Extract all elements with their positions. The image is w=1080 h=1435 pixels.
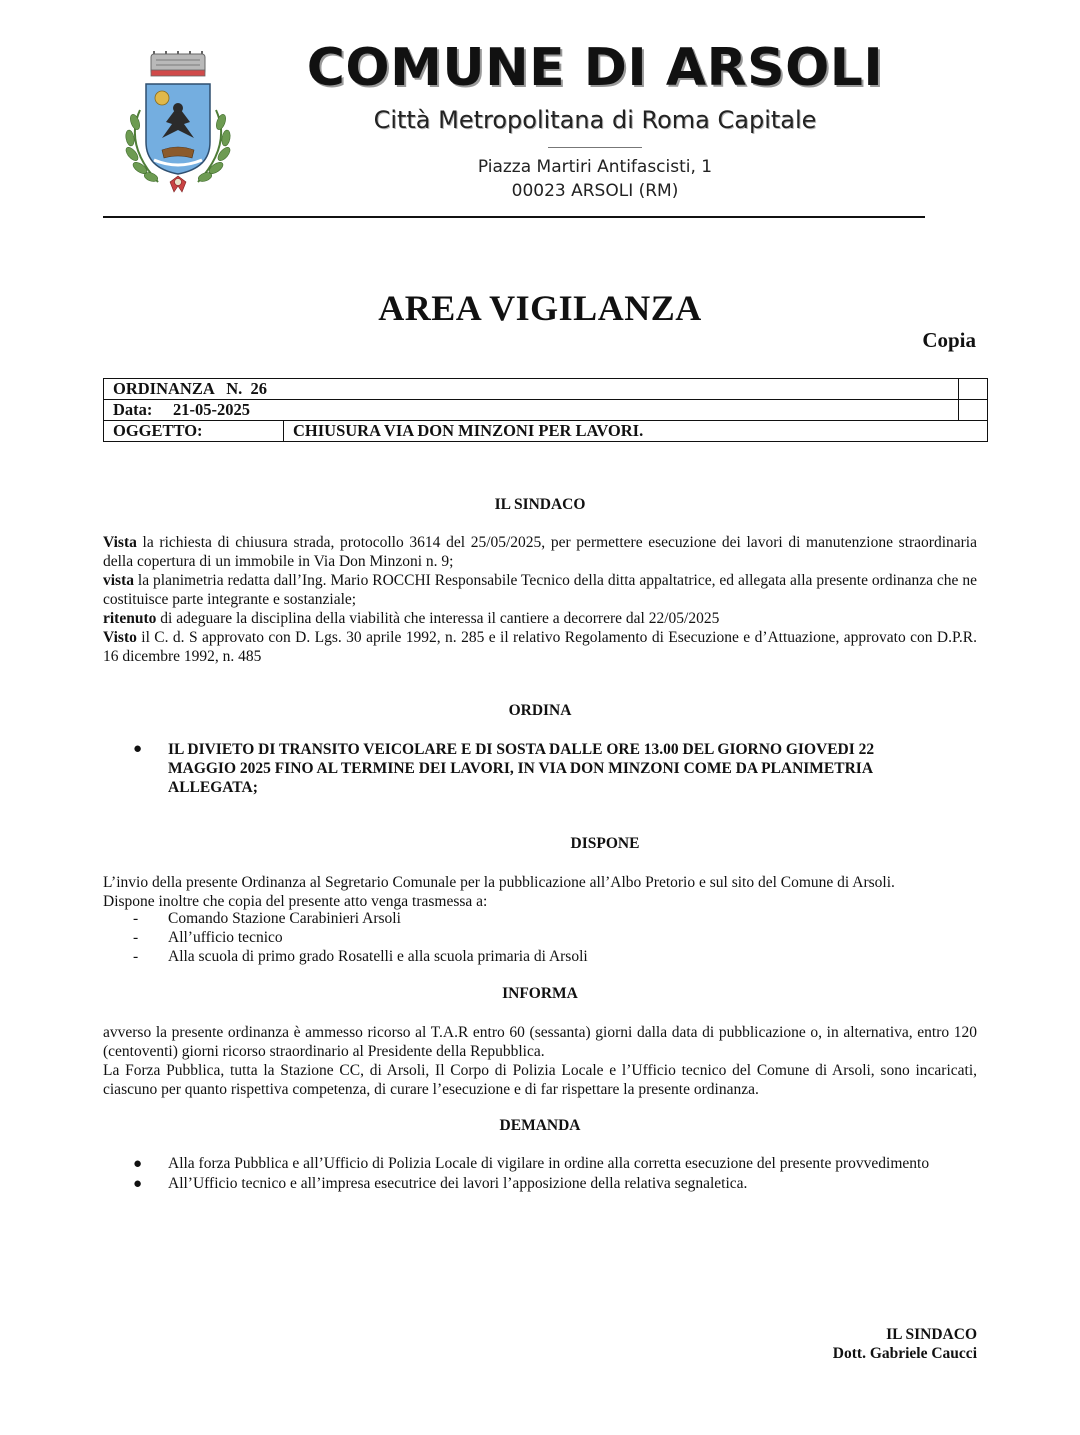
list-item xyxy=(133,947,953,966)
ordina-heading: ORDINA xyxy=(508,702,572,719)
premise-paragraph xyxy=(103,628,977,666)
premise-paragraph xyxy=(103,533,977,571)
header-divider xyxy=(103,216,925,218)
dispone-heading: DISPONE xyxy=(570,835,640,852)
list-item xyxy=(133,909,953,928)
signature-role: IL SINDACO xyxy=(886,1326,977,1343)
empty-cell xyxy=(959,379,988,400)
informa-paragraph: avverso la presente ordinanza è ammesso ricorso al T.A.R entro 60 (sessanta) giorni dalla data di pubblicazione o, in alternativa, entro 120 (centoventi) giorni ricorso straordinario al Presidente della Repubblica. xyxy=(103,1024,977,1060)
subject-label: OGGETTO: xyxy=(104,421,284,442)
copy-label: Copia xyxy=(922,328,976,352)
demanda-heading: DEMANDA xyxy=(499,1117,581,1134)
premise-text: di adeguare la disciplina della viabilità che interessa il cantiere a decorrere dal 22/05/2025 xyxy=(156,610,720,627)
dash-bullet: - xyxy=(133,948,139,965)
list-item xyxy=(133,740,933,797)
dash-bullet: - xyxy=(133,910,139,927)
recipients-list xyxy=(133,909,953,966)
ordina-list xyxy=(133,740,933,797)
informa-paragraph: La Forza Pubblica, tutta la Stazione CC, di Arsoli, Il Corpo di Polizia Locale e l’Ufficio tecnico del Comune di Arsoli, sono incaricati, ciascuno per quanto rispettiva competenza, di curare l’esecuzione e di far rispettare la presente ordinanza. xyxy=(103,1062,977,1098)
signature-name: Dott. Gabriele Caucci xyxy=(832,1345,977,1362)
list-item xyxy=(133,928,953,947)
demanda-item-text: Alla forza Pubblica e all’Ufficio di Polizia Locale di vigilare in ordine alla corretta esecuzione del presente provvedimento xyxy=(168,1155,930,1172)
subtitle-divider xyxy=(548,147,642,148)
premise-lead: vista xyxy=(103,572,134,589)
premise-text: il C. d. S approvato con D. Lgs. 30 aprile 1992, n. 285 e il relativo Regolamento di Esecuzione e d’Attuazione, approvato con D.P.R. 16 dicembre 1992, n. 485 xyxy=(103,629,977,665)
ordinance-number: ORDINANZA N. 26 xyxy=(104,379,959,400)
premise-lead: ritenuto xyxy=(103,610,157,627)
recipient-text: All’ufficio tecnico xyxy=(168,929,283,946)
signature-block xyxy=(833,1325,977,1363)
ordinance-number-row xyxy=(104,379,988,400)
informa-heading: INFORMA xyxy=(502,985,578,1002)
demanda-item-text: All’Ufficio tecnico e all’impresa esecutrice dei lavori l’apposizione della relativa segnaletica. xyxy=(168,1175,748,1192)
ordinance-date: Data: 21-05-2025 xyxy=(104,400,959,421)
ordinance-subject-row xyxy=(104,421,988,442)
premise-lead: Visto xyxy=(103,629,137,646)
bullet-icon: ● xyxy=(133,741,143,757)
premise-text: la richiesta di chiusura strada, protocollo 3614 del 25/05/2025, per permettere esecuzione dei lavori di manutenzione straordinaria della copertura di un immobile in Via Don Minzoni n. 9; xyxy=(103,534,977,570)
recipient-text: Comando Stazione Carabinieri Arsoli xyxy=(168,910,401,927)
premise-text: la planimetria redatta dall’Ing. Mario ROCCHI Responsabile Tecnico della ditta appaltatrice, ed allegata alla presente ordinanza che ne costituisce parte integrante e sostanziale; xyxy=(103,572,977,608)
bullet-icon: ● xyxy=(133,1156,143,1172)
dispone-paragraph: L’invio della presente Ordinanza al Segretario Comunale per la pubblicazione all’Albo Pretorio e sul sito del Comune di Arsoli. xyxy=(103,874,895,891)
address-line-1: Piazza Martiri Antifascisti, 1 xyxy=(477,157,713,177)
dash-bullet: - xyxy=(133,929,139,946)
dispone-paragraph: Dispone inoltre che copia del presente atto venga trasmessa a: xyxy=(103,893,488,910)
recipient-text: Alla scuola di primo grado Rosatelli e alla scuola primaria di Arsoli xyxy=(168,948,588,965)
demanda-list xyxy=(133,1154,993,1194)
sindaco-heading: IL SINDACO xyxy=(494,496,586,513)
empty-cell xyxy=(959,400,988,421)
ordina-item-text: IL DIVIETO DI TRANSITO VEICOLARE E DI SOSTA DALLE ORE 13.00 DEL GIORNO GIOVEDI 22 MAGGIO 2025 FINO AL TERMINE DEI LAVORI, IN VIA DON MINZONI COME DA PLANIMETRIA ALLEGATA; xyxy=(168,741,875,796)
municipality-subtitle: Città Metropolitana di Roma Capitale xyxy=(373,106,817,134)
premise-lead: Vista xyxy=(103,534,137,551)
premise-paragraph xyxy=(103,609,977,628)
premise-paragraph xyxy=(103,571,977,609)
informa-block xyxy=(103,1023,977,1099)
list-item xyxy=(133,1174,993,1194)
municipality-title: COMUNE DI ARSOLI xyxy=(306,38,884,98)
ordinance-info-table xyxy=(103,378,988,442)
area-title: AREA VIGILANZA xyxy=(378,288,702,328)
address-line-2: 00023 ARSOLI (RM) xyxy=(511,181,679,201)
list-item xyxy=(133,1154,993,1174)
ordinance-date-row xyxy=(104,400,988,421)
premises-block xyxy=(103,533,977,666)
bullet-icon: ● xyxy=(133,1176,143,1192)
subject-value: CHIUSURA VIA DON MINZONI PER LAVORI. xyxy=(284,421,988,442)
dispone-block xyxy=(103,873,977,911)
